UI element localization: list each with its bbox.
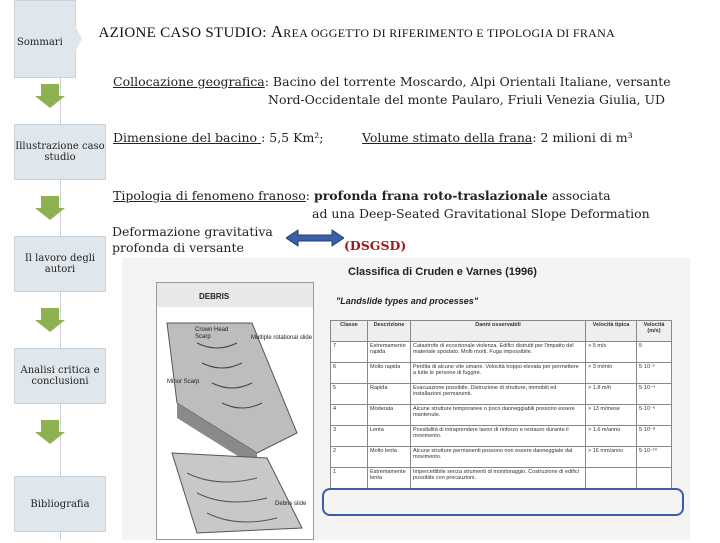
sidebar-item-label: Sommario [17,37,69,48]
volume-value: : 2 milioni di m³ [532,130,633,145]
debris-label: DEBRIS [199,292,230,301]
table-row [331,342,672,363]
dsgsd-italian-1: Deformazione gravitativa [112,224,273,239]
table-cell [637,468,672,489]
table-cell: Catastrofe di eccezionale violenza. Edifici distrutti per l'impatto del materiale spostato. Molti morti. Fuga impossibile. [411,342,586,363]
table-cell: Estremamente lenta [368,468,411,489]
landslide-type-line-1 [113,188,611,204]
table-cell: Evacuazione possibile. Distruzione di strutture, immobili ed installazioni permanenti. [411,384,586,405]
volume-label: Volume stimato della frana [362,130,533,145]
table-row [331,405,672,426]
table-cell: 2 [331,447,368,468]
landslide-type-line-2: ad una Deep-Seated Gravitational Slope Deformation [312,206,650,221]
type-bold: profonda frana roto-traslazionale [313,188,548,203]
table-cell: 5·10⁻² [637,363,672,384]
table-cell: > 1.8 m/h [586,384,637,405]
scarp-label: Scarp [195,334,211,340]
table-row [331,447,672,468]
sidebar-item-analisi[interactable] [14,348,106,404]
table-cell: Possibilità di intraprendere lavori di rinforzo e restauro durante il movimento. [411,426,586,447]
table-cell [586,468,637,489]
figure-caption: Classifica di Cruden e Varnes (1996) [348,266,537,278]
table-cell: > 16 mm/anno [586,447,637,468]
table-cell: > 3 m/min [586,363,637,384]
highlight-ellipse [322,488,684,516]
table-cell: 1 [331,468,368,489]
page-title [40,22,615,42]
sidebar-item-illustrazione[interactable] [14,124,106,180]
table-cell: Lenta [368,426,411,447]
table-cell: 5·10⁻⁸ [637,426,672,447]
table-cell: Perdita di alcune vite umane. Velocità troppo elevata per permettere a tutte le persone di fuggire. [411,363,586,384]
table-cell: 5·10⁻¹⁰ [637,447,672,468]
table-header: Danni osservabili [411,321,586,342]
landslide-volume [362,130,633,146]
sidebar-item-label: Illustrazione caso studio [15,141,105,163]
table-cell: > 1.6 m/anno [586,426,637,447]
location-line-1 [113,74,671,90]
double-arrow-icon [286,228,344,248]
table-header: Descrizione [368,321,411,342]
sidebar-item-label: Bibliografia [30,498,90,510]
table-cell: Estremamente rapida [368,342,411,363]
sidebar-item-lavoro-autori[interactable] [14,236,106,292]
table-header: Velocità (m/s) [637,321,672,342]
type-sep: : [305,188,314,203]
basin-size [113,130,324,146]
sidebar-item-label: Il lavoro degli autori [24,253,96,275]
velocity-classification-table [330,320,672,489]
table-cell: 5 [331,384,368,405]
basin-value: : 5,5 Km²; [261,130,324,145]
location-label: Collocazione geografica [113,74,265,89]
table-row [331,468,672,489]
table-header: Classe [331,321,368,342]
landslide-diagram [157,283,313,539]
table-cell: > 5 m/s [586,342,637,363]
minor-scarp-label: Minor Scarp [167,379,200,385]
table-row [331,363,672,384]
dsgsd-abbreviation: (DSGSD) [344,238,407,253]
sidebar-item-label: Analisi critica e conclusioni [20,365,100,387]
table-header: Velocità tipica [586,321,637,342]
table-cell: Molto lenta [368,447,411,468]
table-cell: 5 [637,342,672,363]
title-cap: A [270,22,284,41]
table-body [331,342,672,489]
table-cell: Moderata [368,405,411,426]
table-row [331,384,672,405]
table-cell: 6 [331,363,368,384]
table-cell: > 13 m/mese [586,405,637,426]
multiple-slide-label: Multiple rotational slide [251,335,313,341]
table-cell: Alcune strutture permanenti possono non essere danneggiate dal movimento. [411,447,586,468]
title-visible-part: AZIONE CASO STUDIO: [98,25,271,41]
type-label: Tipologia di fenomeno franoso [113,188,306,203]
title-rest: REA OGGETTO DI RIFERIMENTO E TIPOLOGIA DI FRANA [283,26,616,40]
figure-subtitle: "Landslide types and processes" [336,296,479,306]
table-cell: 3 [331,426,368,447]
table-cell: 5·10⁻⁴ [637,384,672,405]
table-cell: Rapida [368,384,411,405]
table-cell: 4 [331,405,368,426]
table-cell: 5·10⁻⁶ [637,405,672,426]
table-cell: 7 [331,342,368,363]
debris-slide-illustration [156,282,314,540]
table-cell: Alcune strutture temporanee o poco danneggiabili possono essere mantenute. [411,405,586,426]
type-rest: associata [547,188,611,203]
table-row [331,426,672,447]
debris-slide-label: Debris slide [275,501,307,507]
sidebar-item-bibliografia[interactable] [14,476,106,532]
dsgsd-italian-2: profonda di versante [112,240,244,255]
sidebar [0,0,120,540]
table-cell: Molto rapida [368,363,411,384]
location-value: : Bacino del torrente Moscardo, Alpi Orientali Italiane, versante [264,74,671,89]
basin-label: Dimensione del bacino [113,130,262,145]
location-line-2: Nord-Occidentale del monte Paularo, Friuli Venezia Giulia, UD [268,92,666,107]
crown-head-label: Crown Head [195,327,229,333]
table-cell: Impercettibile senza strumenti di monitoraggio. Costruzione di edifici possibile con precauzioni. [411,468,586,489]
